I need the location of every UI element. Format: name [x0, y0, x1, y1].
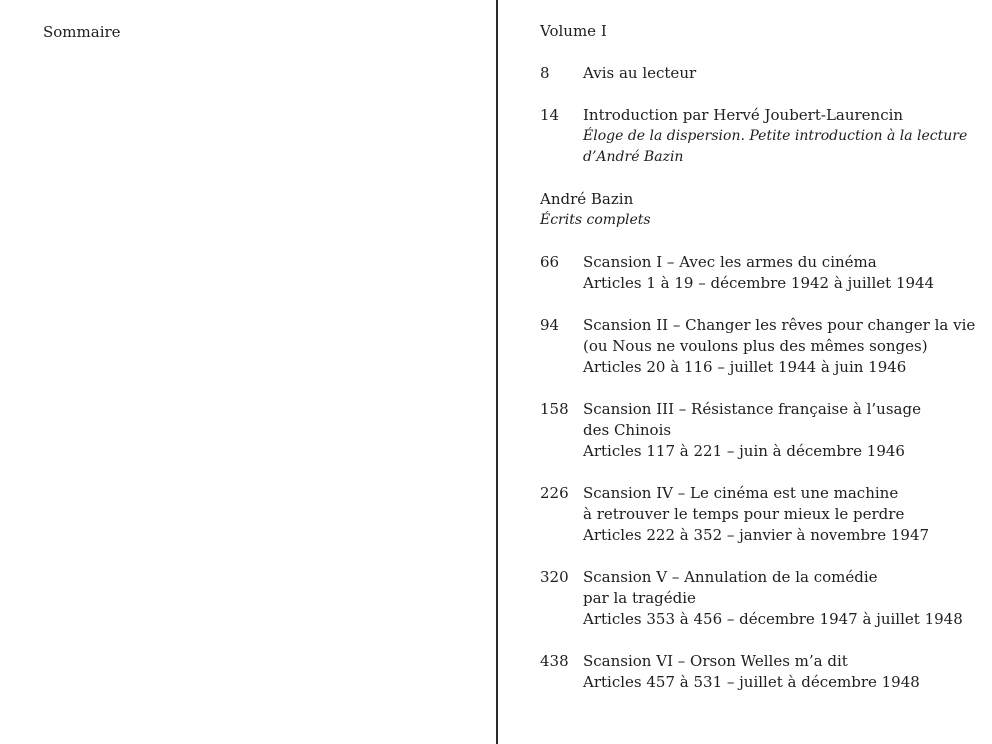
toc-entry-title: Scansion III – Résistance française à l’usage	[583, 400, 921, 418]
section-author: André Bazin	[540, 190, 634, 208]
page-title: Sommaire	[43, 23, 121, 41]
toc-page-number: 94	[540, 316, 560, 334]
volume-heading: Volume I	[540, 22, 607, 40]
toc-page-number: 226	[540, 484, 569, 502]
toc-entry-range: Articles 117 à 221 – juin à décembre 1946	[583, 442, 905, 460]
toc-entry-title: (ou Nous ne voulons plus des mêmes songes)	[583, 337, 928, 355]
toc-entry-range: Articles 1 à 19 – décembre 1942 à juillet 1944	[583, 274, 935, 292]
toc-entry-title: Scansion I – Avec les armes du cinéma	[583, 253, 877, 271]
toc-entry-range: Articles 353 à 456 – décembre 1947 à juillet 1948	[583, 610, 963, 628]
toc-page-number: 438	[540, 652, 569, 670]
toc-entry-title: Scansion II – Changer les rêves pour changer la vie	[583, 316, 976, 334]
toc-page-number: 14	[540, 106, 560, 124]
toc-entry-title: Avis au lecteur	[583, 64, 697, 82]
section-subtitle: Écrits complets	[540, 212, 651, 228]
toc-page-number: 158	[540, 400, 569, 418]
toc-entry-title: à retrouver le temps pour mieux le perdre	[583, 505, 905, 523]
toc-entry-range: Articles 20 à 116 – juillet 1944 à juin 1946	[583, 358, 907, 376]
toc-page-number: 8	[540, 64, 550, 82]
toc-page-number: 66	[540, 253, 560, 271]
toc-entry-title: Scansion IV – Le cinéma est une machine	[583, 484, 899, 502]
right-page	[498, 0, 992, 744]
toc-entry-range: Articles 457 à 531 – juillet à décembre 1948	[583, 673, 920, 691]
toc-entry-range: Articles 222 à 352 – janvier à novembre 1947	[583, 526, 930, 544]
toc-entry-title: par la tragédie	[583, 589, 696, 607]
toc-entry-title: des Chinois	[583, 421, 672, 439]
toc-entry-subtitle: d’André Bazin	[583, 149, 684, 165]
toc-entry-title: Scansion V – Annulation de la comédie	[583, 568, 878, 586]
toc-page-number: 320	[540, 568, 569, 586]
toc-entry-title: Scansion VI – Orson Welles m’a dit	[583, 652, 848, 670]
toc-entry-title: Introduction par Hervé Joubert-Laurencin	[583, 106, 904, 124]
toc-entry-subtitle: Éloge de la dispersion. Petite introduction à la lecture	[583, 128, 968, 144]
